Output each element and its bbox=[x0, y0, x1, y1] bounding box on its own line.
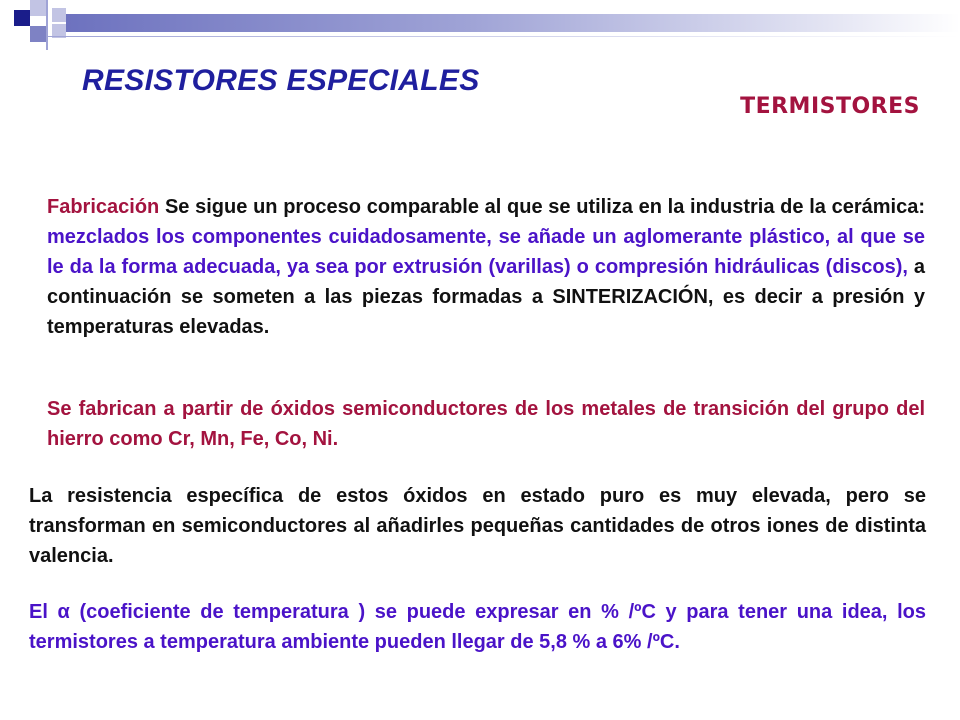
deco-vertical-line bbox=[46, 0, 48, 50]
deco-square-mid bbox=[30, 26, 46, 42]
paragraph-oxidos: Se fabrican a partir de óxidos semiconductores de los metales de transición del grupo del hierro como Cr, Mn, Fe, Co, Ni. bbox=[47, 398, 925, 450]
paragraph-resistencia: La resistencia específica de estos óxidos en estado puro es muy elevada, pero se transforman en semiconductores al añadirles pequeñas cantidades de otros iones de distinta valencia. bbox=[29, 485, 926, 567]
fabricacion-label: Fabricación bbox=[47, 196, 160, 218]
slide-title: RESISTORES ESPECIALES bbox=[82, 64, 480, 97]
fabricacion-text-sinter: a continuación se someten a las piezas formadas a SINTERIZACIÓN, es decir a presión y temperaturas elevadas. bbox=[47, 256, 925, 338]
deco-gradient-bar bbox=[66, 14, 960, 32]
deco-square-light bbox=[30, 0, 46, 16]
paragraph-fabricacion bbox=[47, 192, 925, 342]
deco-square-dark bbox=[14, 10, 30, 26]
deco-horizontal-line bbox=[46, 36, 960, 37]
paragraph-coeficiente: El α (coeficiente de temperatura ) se puede expresar en % /ºC y para tener una idea, los termistores a temperatura ambiente pueden llegar de 5,8 % a 6% /ºC. bbox=[29, 601, 926, 653]
fabricacion-text-process: mezclados los componentes cuidadosamente, se añade un aglomerante plástico, al que se le da la forma adecuada, ya sea por extrusión (varillas) o compresión hidráulicas (discos), bbox=[47, 226, 925, 278]
slide-subtitle: TERMISTORES bbox=[740, 94, 920, 119]
deco-square-light bbox=[52, 8, 66, 22]
fabricacion-text-intro: Se sigue un proceso comparable al que se utiliza en la industria de la cerámica: bbox=[159, 196, 925, 218]
